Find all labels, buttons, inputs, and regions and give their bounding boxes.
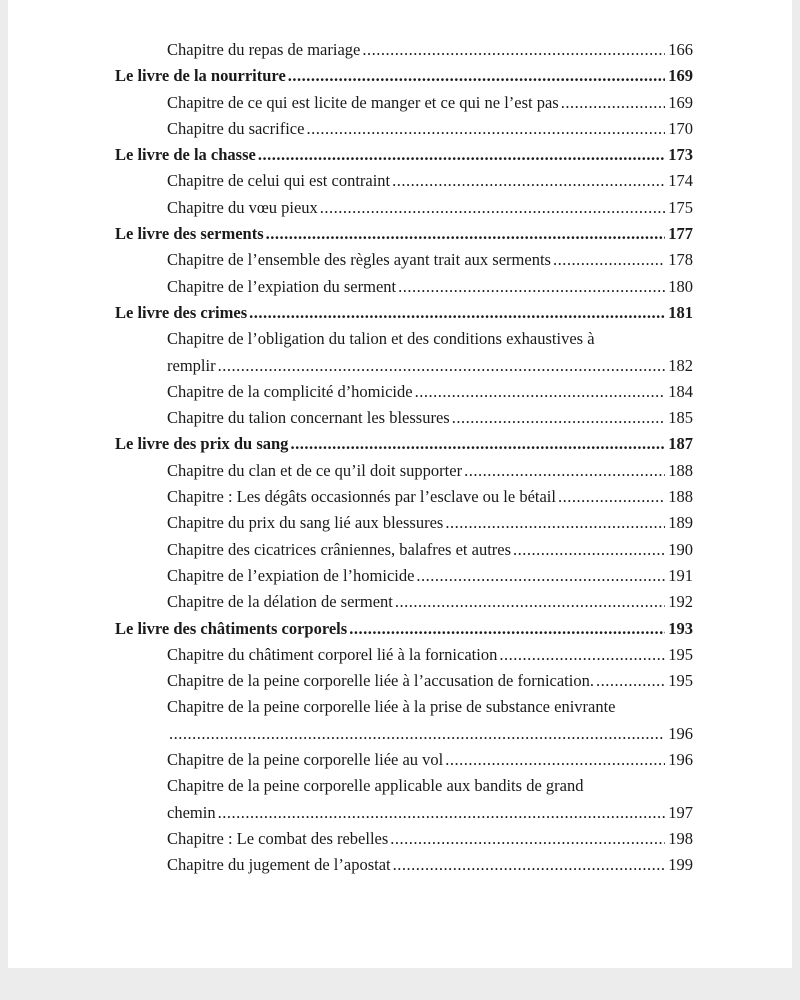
toc-entry-line: [167, 721, 693, 747]
page-number: 198: [668, 828, 693, 848]
table-of-contents: [115, 37, 693, 879]
chapter-title: Chapitre du clan et de ce qu’il doit supporter: [167, 460, 463, 480]
page-number: 191: [668, 565, 693, 585]
toc-chapter-entry: [115, 668, 693, 694]
chapter-title: Chapitre de la délation de serment: [167, 592, 393, 612]
toc-chapter-entry: [115, 37, 693, 63]
toc-book-entry: [115, 616, 693, 642]
page-number: 169: [668, 66, 693, 86]
chapter-title: Chapitre de la complicité d’homicide: [167, 381, 413, 401]
dot-leader: [395, 589, 665, 615]
page-number: 181: [668, 302, 693, 322]
page-number: 193: [668, 618, 693, 638]
document-page: [8, 0, 792, 968]
page-number: 188: [668, 487, 693, 507]
chapter-title: Chapitre de ce qui est licite de manger et ce qui ne l’est pas: [167, 92, 559, 112]
dot-leader: [288, 63, 665, 89]
toc-chapter-entry: [115, 379, 693, 405]
dot-leader: [393, 852, 665, 878]
dot-leader: [513, 537, 665, 563]
dot-leader: [398, 274, 665, 300]
page-number: 184: [668, 381, 693, 401]
dot-leader: [452, 405, 665, 431]
chapter-title: Chapitre du repas de mariage: [167, 40, 361, 59]
toc-chapter-entry: [115, 116, 693, 142]
book-title: Le livre de la nourriture: [115, 66, 286, 86]
chapter-title: Chapitre de l’obligation du talion et des conditions exhaustives à: [167, 329, 595, 349]
page-number: 178: [668, 250, 693, 270]
dot-leader: [561, 90, 665, 116]
chapter-title: Chapitre du prix du sang lié aux blessures: [167, 513, 444, 533]
toc-chapter-entry: [115, 90, 693, 116]
page-number: 185: [668, 408, 693, 428]
dot-leader: [320, 195, 665, 221]
page-number: 174: [668, 171, 693, 191]
page-number: 173: [668, 145, 693, 165]
chapter-title: Chapitre : Le combat des rebelles: [167, 828, 389, 848]
dot-leader: [553, 247, 665, 273]
toc-chapter-entry: [115, 405, 693, 431]
page-number: 189: [668, 513, 693, 533]
chapter-title-continued: chemin: [167, 802, 216, 822]
toc-chapter-entry: [115, 168, 693, 194]
dot-leader: [218, 353, 665, 379]
dot-leader: [464, 458, 665, 484]
chapter-title: Chapitre : Les dégâts occasionnés par l’esclave ou le bétail: [167, 487, 556, 507]
chapter-title: Chapitre de la peine corporelle liée à la prise de substance enivrante: [167, 697, 616, 717]
book-title: Le livre des serments: [115, 224, 264, 244]
toc-chapter-entry: [115, 694, 693, 747]
toc-chapter-entry: [115, 563, 693, 589]
dot-leader: [306, 116, 665, 142]
toc-chapter-entry: [115, 326, 693, 379]
page-number: 180: [668, 276, 693, 296]
chapter-title-continued: remplir: [167, 355, 216, 375]
toc-chapter-entry: [115, 589, 693, 615]
toc-book-entry: [115, 221, 693, 247]
toc-chapter-entry: [115, 852, 693, 878]
chapter-title: Chapitre de l’expiation du serment: [167, 276, 397, 296]
page-number: 199: [668, 855, 693, 875]
toc-entry-line: [167, 353, 693, 379]
dot-leader: [390, 826, 665, 852]
book-title: Le livre de la chasse: [115, 145, 256, 165]
book-title: Le livre des crimes: [115, 302, 248, 322]
toc-chapter-entry: [115, 195, 693, 221]
chapter-title: Chapitre de l’ensemble des règles ayant trait aux serments: [167, 250, 551, 270]
page-number: 175: [668, 197, 693, 217]
toc-chapter-entry: [115, 510, 693, 536]
book-title: Le livre des châtiments corporels: [115, 618, 348, 638]
page-number: 182: [668, 355, 693, 375]
chapter-title: Chapitre de la peine corporelle applicable aux bandits de grand: [167, 776, 584, 796]
dot-leader: [362, 37, 665, 63]
chapter-title: Chapitre du sacrifice: [167, 118, 305, 138]
page-number: 192: [668, 592, 693, 612]
toc-book-entry: [115, 300, 693, 326]
page-number: 188: [668, 460, 693, 480]
toc-chapter-entry: [115, 826, 693, 852]
toc-chapter-entry: [115, 458, 693, 484]
toc-entry-line: [167, 800, 693, 826]
dot-leader: [290, 431, 665, 457]
dot-leader: [596, 668, 665, 694]
dot-leader: [558, 484, 665, 510]
toc-chapter-entry: [115, 747, 693, 773]
chapter-title: Chapitre du châtiment corporel lié à la fornication: [167, 644, 498, 664]
page-number: 195: [668, 644, 693, 664]
toc-chapter-entry: [115, 484, 693, 510]
toc-chapter-entry: [115, 247, 693, 273]
toc-book-entry: [115, 142, 693, 168]
toc-chapter-entry: [115, 642, 693, 668]
dot-leader: [249, 300, 665, 326]
chapter-title: Chapitre du jugement de l’apostat: [167, 855, 391, 875]
page-number: 197: [668, 802, 693, 822]
chapter-title: Chapitre des cicatrices crâniennes, balafres et autres: [167, 539, 512, 559]
page-number: 196: [668, 723, 693, 743]
dot-leader: [445, 747, 665, 773]
toc-chapter-entry: [115, 537, 693, 563]
toc-chapter-entry: [115, 773, 693, 826]
toc-chapter-entry: [115, 274, 693, 300]
page-number: 177: [668, 224, 693, 244]
dot-leader: [499, 642, 665, 668]
dot-leader: [416, 563, 665, 589]
page-number: 187: [668, 434, 693, 454]
book-title: Le livre des prix du sang: [115, 434, 289, 454]
chapter-title: Chapitre de celui qui est contraint: [167, 171, 391, 191]
chapter-title: Chapitre de la peine corporelle liée à l’accusation de fornication.: [167, 671, 594, 691]
dot-leader: [349, 616, 665, 642]
dot-leader: [445, 510, 665, 536]
page-number: 190: [668, 539, 693, 559]
dot-leader: [218, 800, 665, 826]
dot-leader: [266, 221, 665, 247]
chapter-title: Chapitre de la peine corporelle liée au vol: [167, 750, 444, 770]
chapter-title: Chapitre de l’expiation de l’homicide: [167, 565, 415, 585]
chapter-title: Chapitre du talion concernant les blessures: [167, 408, 450, 428]
dot-leader: [392, 168, 665, 194]
page-number: 170: [668, 118, 693, 138]
dot-leader: [258, 142, 665, 168]
page-number: 166: [668, 40, 693, 59]
toc-book-entry: [115, 431, 693, 457]
dot-leader: [169, 721, 665, 747]
chapter-title: Chapitre du vœu pieux: [167, 197, 318, 217]
dot-leader: [415, 379, 665, 405]
toc-book-entry: [115, 63, 693, 89]
page-number: 195: [668, 671, 693, 691]
page-number: 196: [668, 750, 693, 770]
page-number: 169: [668, 92, 693, 112]
